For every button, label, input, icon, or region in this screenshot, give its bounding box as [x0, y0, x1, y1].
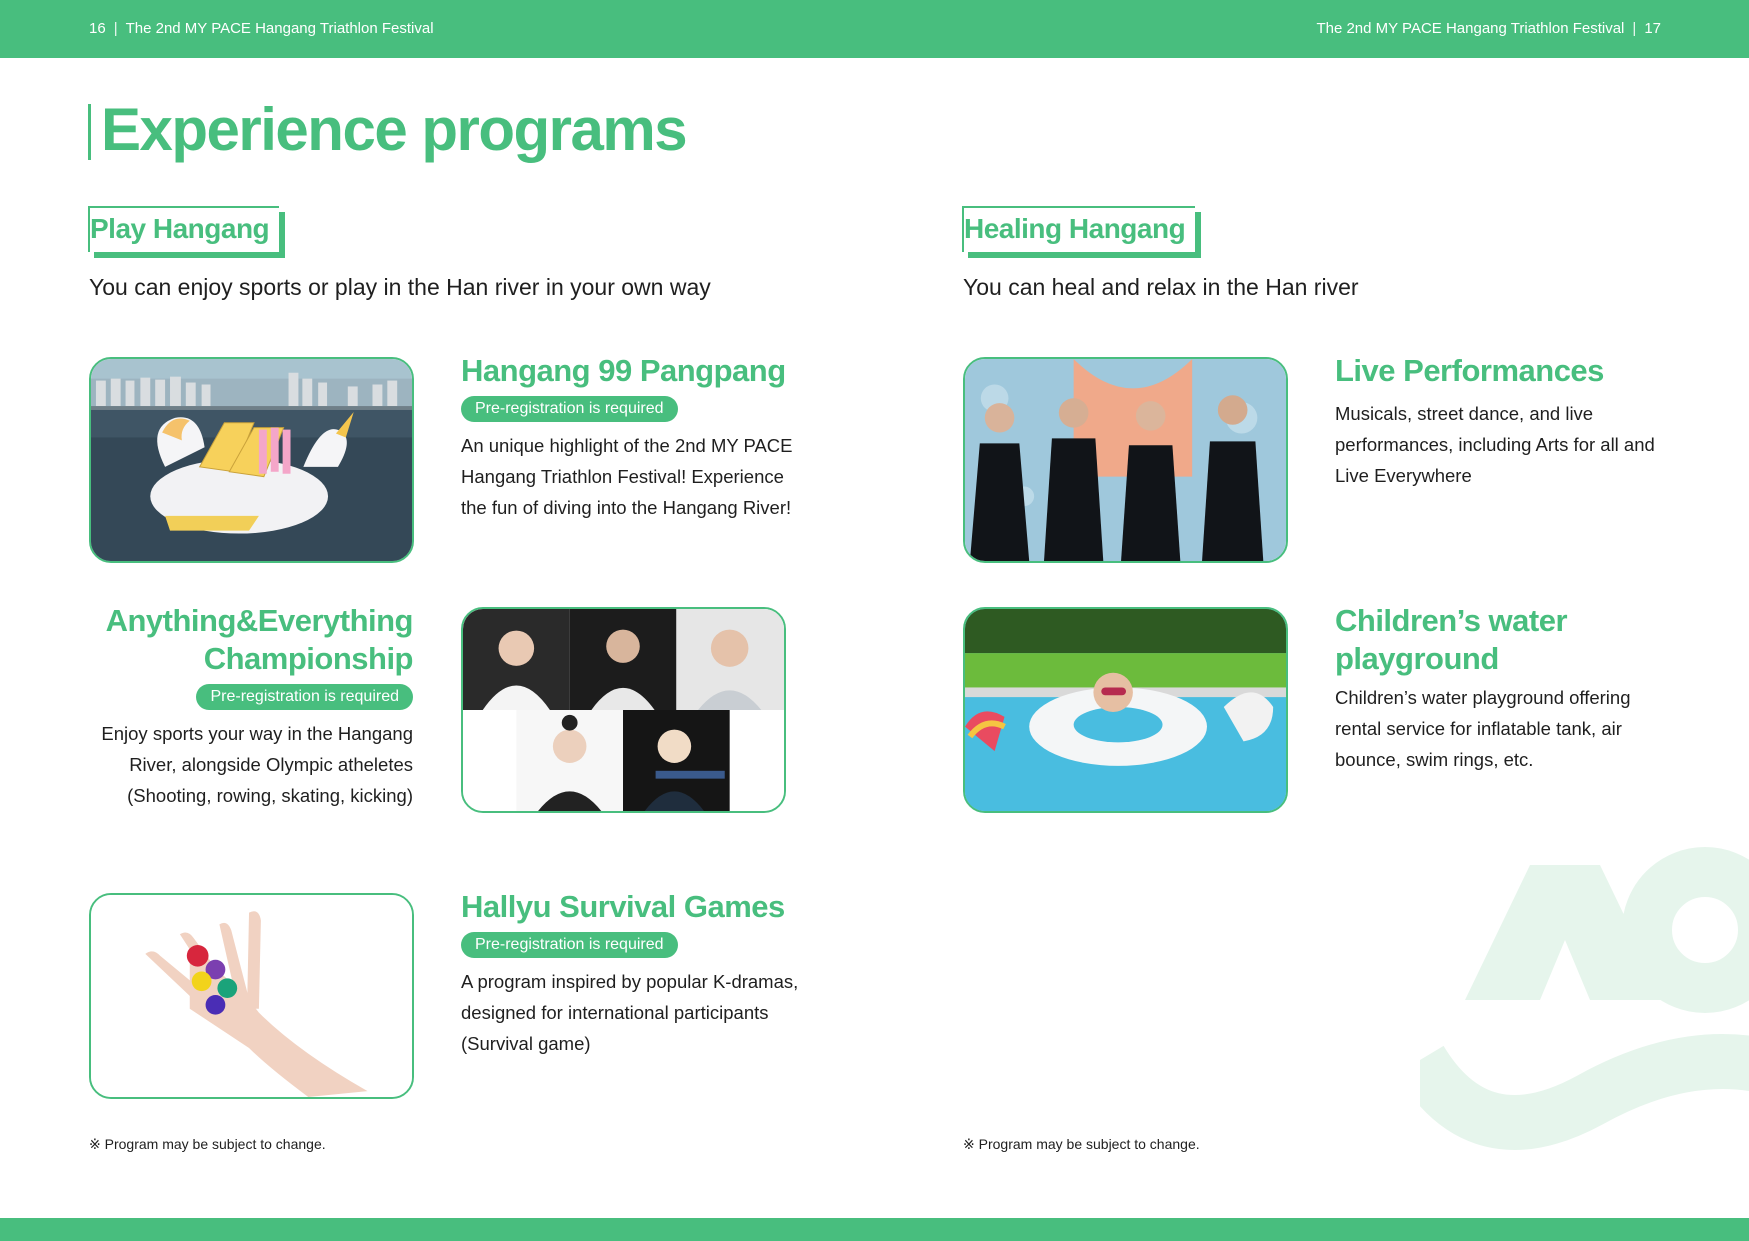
description-line: Children’s water playground offering	[1335, 687, 1631, 708]
description-line: River, alongside Olympic atheletes	[129, 754, 413, 775]
program-description	[461, 430, 821, 523]
section-description-play: You can enjoy sports or play in the Han river in your own way	[89, 274, 711, 300]
program-description	[1335, 398, 1695, 491]
athletes-collage-image	[463, 609, 784, 811]
left-running-title: The 2nd MY PACE Hangang Triathlon Festival	[125, 20, 434, 37]
description-line: Live Everywhere	[1335, 465, 1472, 486]
live-performance-image	[965, 359, 1286, 561]
program-childrens-water-playground	[1335, 602, 1695, 775]
program-title: Live Performances	[1335, 353, 1604, 388]
description-line: An unique highlight of the 2nd MY PACE	[461, 435, 793, 456]
photo-unicorn-float	[89, 357, 414, 563]
deco-wave-shape	[1420, 1060, 1749, 1123]
description-line: Hangang Triathlon Festival! Experience	[461, 466, 784, 487]
page-title: Experience programs	[101, 96, 687, 163]
header-separator: |	[113, 20, 118, 37]
description-line: Musicals, street dance, and live	[1335, 403, 1594, 424]
program-title: Hangang 99 Pangpang	[461, 353, 786, 388]
right-running-title: The 2nd MY PACE Hangang Triathlon Festival	[1316, 20, 1625, 37]
section-description-healing: You can heal and relax in the Han river	[963, 274, 1359, 300]
photo-ring-game	[89, 893, 414, 1099]
title-line: Championship	[203, 641, 413, 676]
photo-water-playground	[963, 607, 1288, 813]
header-bar	[0, 0, 1749, 58]
section-tag-label: Healing Hangang	[962, 206, 1195, 252]
section-tag-healing	[962, 206, 1195, 252]
pre-registration-badge: Pre-registration is required	[196, 684, 413, 710]
photo-olympic-athletes	[461, 607, 786, 813]
section-tag-label: Play Hangang	[88, 206, 279, 252]
ring-hand-image	[91, 895, 412, 1097]
description-line: designed for international participants	[461, 1002, 769, 1023]
description-line: (Shooting, rowing, skating, kicking)	[127, 785, 413, 806]
footnote-right: ※ Program may be subject to change.	[963, 1136, 1200, 1152]
footer-bar	[0, 1218, 1749, 1241]
program-anything-everything	[64, 602, 413, 811]
program-title	[1335, 602, 1695, 678]
program-description	[1335, 682, 1695, 775]
program-title: Hallyu Survival Games	[461, 889, 785, 924]
description-line: A program inspired by popular K-dramas,	[461, 971, 799, 992]
header-left	[89, 20, 434, 37]
left-page-number: 16	[89, 20, 106, 37]
pre-registration-badge: Pre-registration is required	[461, 396, 678, 422]
program-hangang-99-pangpang	[461, 352, 821, 523]
decorative-brand-graphic	[1420, 840, 1749, 1160]
program-description	[64, 718, 413, 811]
description-line: rental service for inflatable tank, air	[1335, 718, 1622, 739]
program-live-performances	[1335, 352, 1695, 491]
deco-ring-shape	[1647, 872, 1749, 988]
program-description	[461, 966, 821, 1059]
pre-registration-badge: Pre-registration is required	[461, 932, 678, 958]
title-line: Anything&Everything	[105, 603, 413, 638]
unicorn-float-image	[91, 359, 412, 561]
program-hallyu-survival-games	[461, 888, 821, 1059]
description-line: performances, including Arts for all and	[1335, 434, 1655, 455]
title-line: playground	[1335, 641, 1499, 676]
footnote-left: ※ Program may be subject to change.	[89, 1136, 326, 1152]
description-line: (Survival game)	[461, 1033, 591, 1054]
water-playground-image	[965, 609, 1286, 811]
description-line: Enjoy sports your way in the Hangang	[101, 723, 413, 744]
page-title-block	[88, 96, 687, 163]
description-line: bounce, swim rings, etc.	[1335, 749, 1534, 770]
header-right	[1316, 20, 1661, 37]
title-line: Children’s water	[1335, 603, 1568, 638]
right-page-number: 17	[1644, 20, 1661, 37]
header-separator: |	[1632, 20, 1637, 37]
description-line: the fun of diving into the Hangang River!	[461, 497, 792, 518]
photo-live-performance	[963, 357, 1288, 563]
section-tag-play	[88, 206, 279, 252]
program-title	[64, 602, 413, 678]
